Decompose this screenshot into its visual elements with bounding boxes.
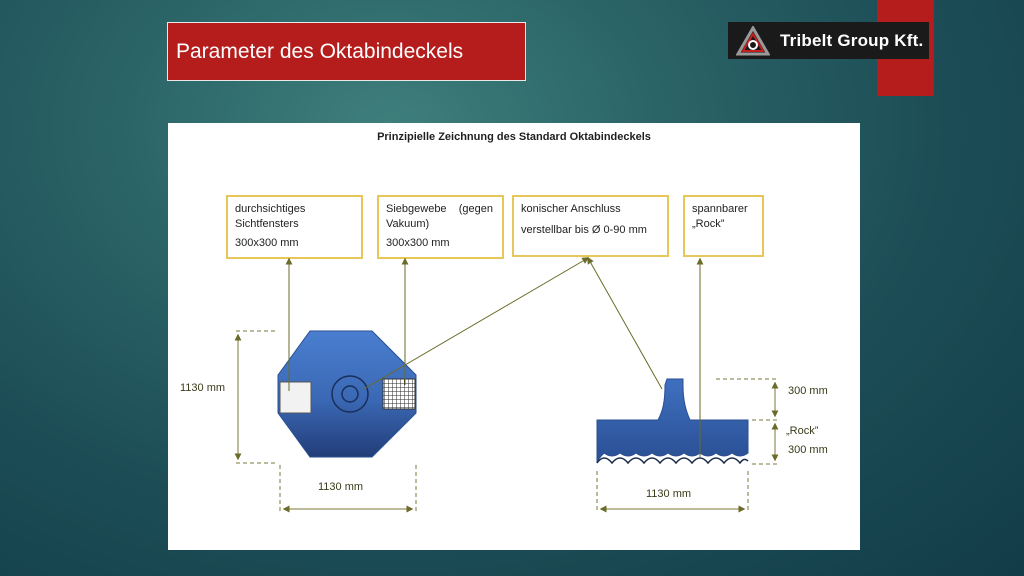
- diagram-panel: [168, 123, 860, 550]
- company-logo: [728, 22, 929, 59]
- lid-side-view: [597, 379, 748, 463]
- leader-cone-side: [588, 258, 662, 389]
- leader-cone-top: [364, 258, 588, 389]
- diagram-drawing: [168, 123, 860, 550]
- callout-mesh-line-2: Vakuum): [386, 218, 430, 230]
- dim-label-left-width: 1130 mm: [318, 481, 364, 493]
- mesh-filter: [383, 379, 415, 409]
- callout-cone-line-1: konischer Anschluss: [521, 203, 621, 215]
- dim-label-rock-value: 300 mm: [788, 444, 828, 456]
- skirt-wave-line: [597, 458, 748, 463]
- logo-text: Tribelt Group Kft.: [780, 30, 924, 50]
- tribelt-logo-icon: [736, 26, 770, 56]
- viewing-window: [280, 382, 311, 413]
- diagram-title: Prinzipielle Zeichnung des Standard Oktabindeckels: [377, 131, 651, 143]
- callout-window-line-1: durchsichtiges: [235, 203, 306, 215]
- slide-title-text: Parameter des Oktabindeckels: [176, 39, 464, 63]
- dim-label-left-height: 1130 mm: [180, 382, 226, 394]
- callout-window-line-2: Sichtfensters: [235, 218, 299, 230]
- callout-skirt-line-1: spannbarer: [692, 203, 748, 215]
- callout-mesh-line-1: Siebgewebe (gegen: [386, 203, 494, 215]
- dim-label-rock: „Rock”: [786, 425, 819, 437]
- dim-label-side-width: 1130 mm: [646, 488, 692, 500]
- dim-label-cone-height: 300 mm: [788, 385, 828, 397]
- slide-title: [167, 22, 526, 81]
- callout-window-line-3: 300x300 mm: [235, 237, 299, 249]
- callout-mesh-line-3: 300x300 mm: [386, 237, 450, 249]
- callout-skirt-line-2: „Rock”: [692, 218, 725, 230]
- callout-cone-line-2: verstellbar bis Ø 0-90 mm: [521, 224, 647, 236]
